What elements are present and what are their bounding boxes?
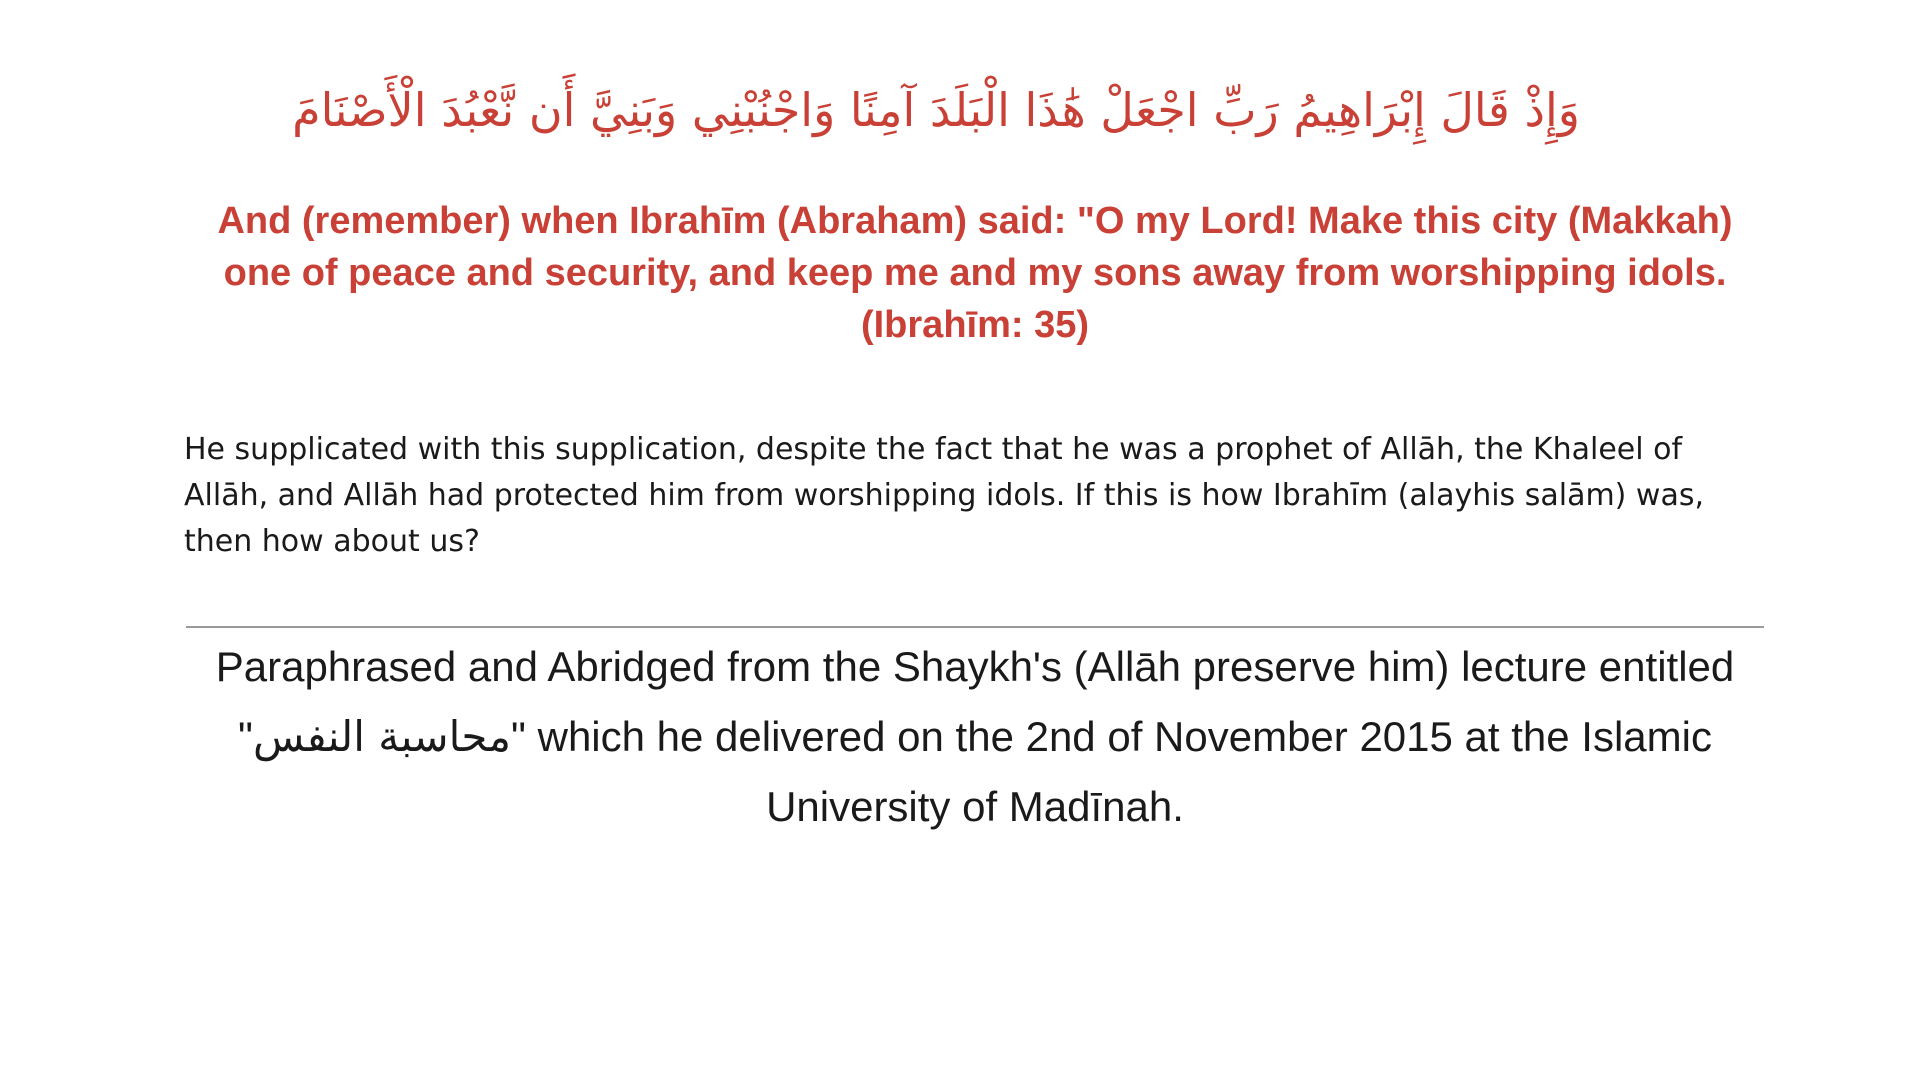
source-text-before: Paraphrased and Abridged from the Shaykh's (Allāh preserve him) lecture entitled " — [215, 643, 1735, 760]
source-note — [180, 632, 1770, 842]
lecture-title-arabic: محاسبة النفس — [252, 712, 512, 761]
source-text-after: " which he delivered on the 2nd of November 2015 at the Islamic University of Madīnah. — [511, 713, 1712, 830]
arabic-verse: وَإِذْ قَالَ إِبْرَاهِيمُ رَبِّ اجْعَلْ هَٰذَا الْبَلَدَ آمِنًا وَاجْنُبْنِي وَبَنِيَّ أَن نَّعْبُدَ الْأَصْنَامَ — [292, 83, 1580, 137]
commentary-paragraph: He supplicated with this supplication, despite the fact that he was a prophet of Allāh, the Khaleel of Allāh, and Allāh had protected him from worshipping idols. If this is how Ibrahīm (alayhis salām) was, then how about us? — [184, 432, 1705, 559]
divider — [186, 626, 1764, 628]
verse-translation: And (remember) when Ibrahīm (Abraham) said: "O my Lord! Make this city (Makkah) one of peace and security, and keep me and my sons away from worshipping idols. (Ibrahīm: 35) — [217, 200, 1733, 346]
